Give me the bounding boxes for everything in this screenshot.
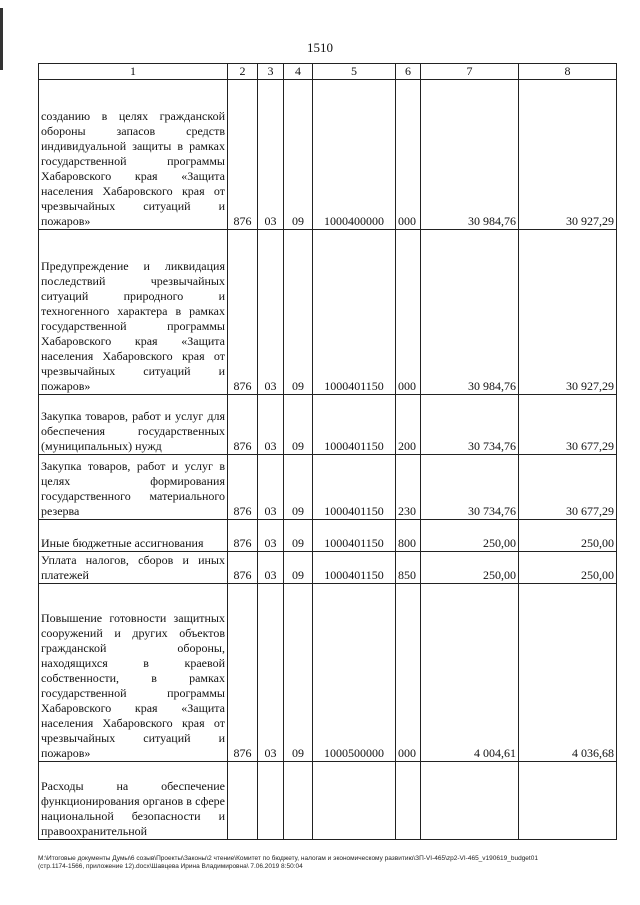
column-header: 7 — [421, 64, 519, 80]
row-name: Повышение готовности защитных сооружений и других объектов гражданской обороны, находящихся в краевой собственности, в рамках государственной программы Хабаровского края «Защита населения Хабаровского края от чрезвычайных ситуаций и пожаров» — [39, 584, 228, 762]
subsection-code: 09 — [284, 80, 313, 230]
target-article-code — [313, 762, 396, 840]
target-article-code: 1000500000 — [313, 584, 396, 762]
expense-type-code: 000 — [396, 230, 421, 395]
table-row — [39, 80, 617, 230]
section-code: 03 — [258, 584, 284, 762]
table-row — [39, 584, 617, 762]
subsection-code — [284, 762, 313, 840]
table-row — [39, 230, 617, 395]
expense-type-code: 850 — [396, 552, 421, 584]
admin-code — [228, 762, 258, 840]
page-number: 1510 — [307, 40, 333, 55]
section-code: 03 — [258, 230, 284, 395]
row-name: Закупка товаров, работ и услуг в целях формирования государственного материального резерва — [39, 455, 228, 520]
row-name: Уплата налогов, сборов и иных платежей — [39, 552, 228, 584]
column-header: 5 — [313, 64, 396, 80]
subsection-code: 09 — [284, 520, 313, 552]
expense-type-code: 800 — [396, 520, 421, 552]
amount-col8: 250,00 — [519, 520, 617, 552]
amount-col8 — [519, 762, 617, 840]
column-header: 4 — [284, 64, 313, 80]
section-code: 03 — [258, 552, 284, 584]
admin-code: 876 — [228, 584, 258, 762]
amount-col8: 250,00 — [519, 552, 617, 584]
column-header: 8 — [519, 64, 617, 80]
subsection-code: 09 — [284, 584, 313, 762]
column-header: 2 — [228, 64, 258, 80]
target-article-code: 1000401150 — [313, 520, 396, 552]
row-name: Иные бюджетные ассигнования — [39, 520, 228, 552]
section-code: 03 — [258, 80, 284, 230]
target-article-code: 1000401150 — [313, 230, 396, 395]
amount-col7: 30 984,76 — [421, 80, 519, 230]
file-path-footer — [38, 855, 618, 871]
table-row — [39, 552, 617, 584]
admin-code: 876 — [228, 455, 258, 520]
amount-col7: 250,00 — [421, 520, 519, 552]
footer-line-2: (стр.1174-1566, приложение 12).docx\Шавцева Ирина Владимировна\ 7.06.2019 8:50:04 — [38, 863, 303, 870]
admin-code: 876 — [228, 552, 258, 584]
column-header: 1 — [39, 64, 228, 80]
subsection-code: 09 — [284, 395, 313, 455]
amount-col8: 30 927,29 — [519, 230, 617, 395]
amount-col8: 30 677,29 — [519, 455, 617, 520]
expense-type-code: 230 — [396, 455, 421, 520]
subsection-code: 09 — [284, 455, 313, 520]
row-name: созданию в целях гражданской обороны запасов средств индивидуальной защиты в рамках государственной программы Хабаровского края «Защита населения Хабаровского края от чрезвычайных ситуаций и пожаров» — [39, 80, 228, 230]
admin-code: 876 — [228, 395, 258, 455]
subsection-code: 09 — [284, 230, 313, 395]
admin-code: 876 — [228, 230, 258, 395]
amount-col8: 30 927,29 — [519, 80, 617, 230]
expense-type-code — [396, 762, 421, 840]
section-code — [258, 762, 284, 840]
amount-col8: 4 036,68 — [519, 584, 617, 762]
table-row — [39, 395, 617, 455]
expense-type-code: 000 — [396, 80, 421, 230]
table-header-row — [39, 64, 617, 80]
amount-col7: 4 004,61 — [421, 584, 519, 762]
amount-col7 — [421, 762, 519, 840]
expense-type-code: 200 — [396, 395, 421, 455]
budget-table — [38, 63, 617, 840]
section-code: 03 — [258, 395, 284, 455]
amount-col8: 30 677,29 — [519, 395, 617, 455]
section-code: 03 — [258, 455, 284, 520]
row-name: Закупка товаров, работ и услуг для обеспечения государственных (муниципальных) нужд — [39, 395, 228, 455]
target-article-code: 1000400000 — [313, 80, 396, 230]
section-code: 03 — [258, 520, 284, 552]
row-name: Предупреждение и ликвидация последствий чрезвычайных ситуаций природного и техногенного характера в рамках государственной программы Хабаровского края «Защита населения Хабаровского края от чрезвычайных ситуаций и пожаров» — [39, 230, 228, 395]
target-article-code: 1000401150 — [313, 455, 396, 520]
page-edge-mark — [0, 8, 3, 70]
footer-line-1: М:\Итоговые документы Думы\6 созыв\Проекты\Законы\2 чтение\Комитет по бюджету, налогам и экономическому развитию\ЗП-VI-465\zp2-VI-465_v190619_budget01 — [38, 855, 538, 862]
amount-col7: 30 734,76 — [421, 395, 519, 455]
table-row — [39, 762, 617, 840]
admin-code: 876 — [228, 80, 258, 230]
expense-type-code: 000 — [396, 584, 421, 762]
column-header: 6 — [396, 64, 421, 80]
subsection-code: 09 — [284, 552, 313, 584]
amount-col7: 30 734,76 — [421, 455, 519, 520]
column-header: 3 — [258, 64, 284, 80]
target-article-code: 1000401150 — [313, 395, 396, 455]
table-row — [39, 520, 617, 552]
admin-code: 876 — [228, 520, 258, 552]
table-row — [39, 455, 617, 520]
amount-col7: 250,00 — [421, 552, 519, 584]
target-article-code: 1000401150 — [313, 552, 396, 584]
row-name: Расходы на обеспечение функционирования органов в сфере национальной безопасности и правоохранительной — [39, 762, 228, 840]
amount-col7: 30 984,76 — [421, 230, 519, 395]
